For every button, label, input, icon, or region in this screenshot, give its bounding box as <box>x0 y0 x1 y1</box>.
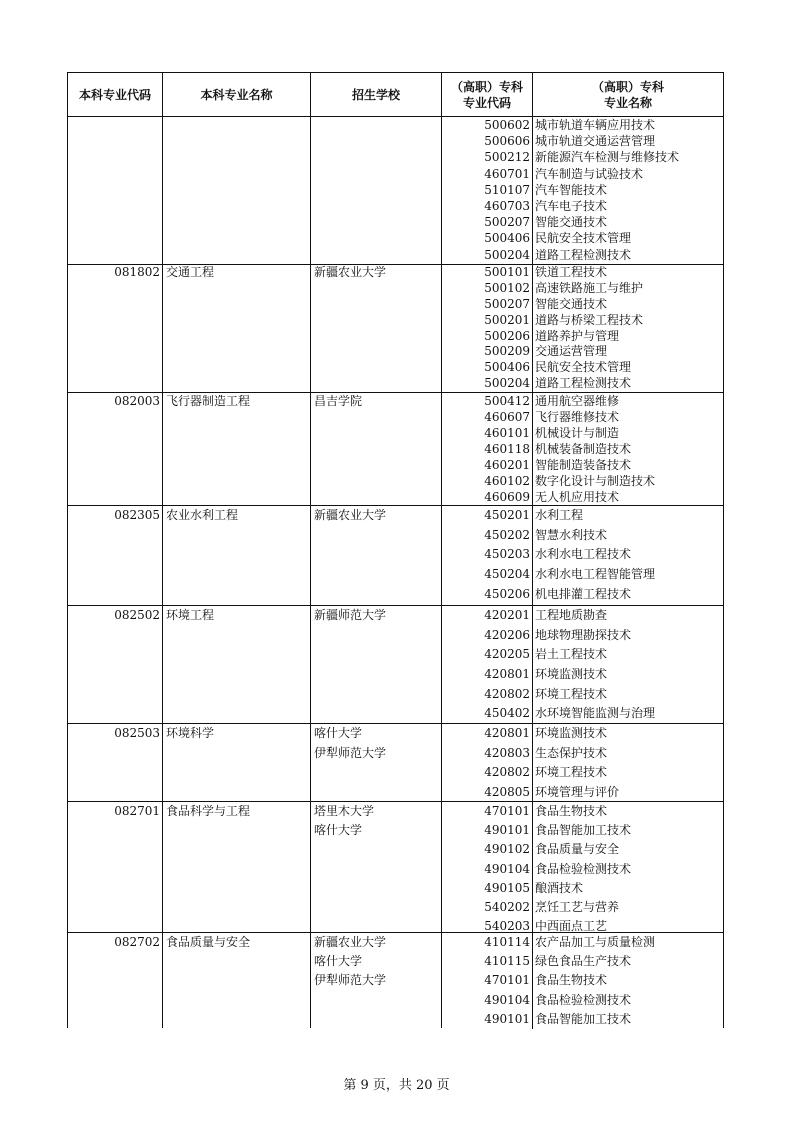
vocational-code: 450202 <box>442 526 533 546</box>
vocational-name: 食品质量与安全 <box>535 842 620 857</box>
vocational-name: 食品检验检测技术 <box>535 992 632 1007</box>
list-item <box>442 360 723 376</box>
school-name: 塔里木大学 <box>314 804 375 818</box>
vocational-code: 500204 <box>442 376 533 392</box>
vocational-code: 500602 <box>442 117 533 133</box>
vocational-name: 生态保护技术 <box>535 745 608 760</box>
table-row <box>67 606 724 724</box>
vocational-name: 汽车智能技术 <box>535 182 608 197</box>
vocational-code: 500212 <box>442 149 533 165</box>
vocational-name: 食品智能加工技术 <box>535 1011 632 1026</box>
list-item <box>442 685 723 705</box>
vocational-code: 510107 <box>442 182 533 198</box>
vocational-code: 490105 <box>442 879 533 898</box>
vocational-name: 道路工程检测技术 <box>535 376 632 391</box>
vocational-name: 工程地质勘查 <box>535 608 608 622</box>
table-row <box>67 117 724 265</box>
undergrad-name: 飞行器制造工程 <box>166 394 251 408</box>
vocational-code: 490102 <box>442 840 533 859</box>
vocational-code: 460701 <box>442 166 533 182</box>
header-vocational-name <box>533 73 723 116</box>
undergrad-code: 082003 <box>114 394 160 408</box>
vocational-code: 460118 <box>442 441 533 457</box>
undergrad-name-cell <box>163 117 311 264</box>
undergrad-name: 农业水利工程 <box>166 508 239 522</box>
undergrad-name-cell <box>163 606 311 723</box>
vocational-code: 450402 <box>442 704 533 724</box>
school-name: 伊犁师范大学 <box>314 973 387 988</box>
vocational-code: 420201 <box>442 606 533 626</box>
vocational-name: 智能交通技术 <box>535 296 608 311</box>
vocational-code: 490104 <box>442 991 533 1010</box>
header-vocational-code-line2: 专业代码 <box>462 95 511 110</box>
undergrad-code-cell <box>68 606 163 723</box>
vocational-code: 470101 <box>442 802 533 821</box>
list-item <box>442 840 723 859</box>
list-item <box>442 506 723 526</box>
vocational-list <box>442 724 723 801</box>
list-item <box>442 149 723 165</box>
undergrad-code-cell <box>68 393 163 505</box>
undergrad-name: 食品质量与安全 <box>166 935 251 949</box>
undergrad-name-cell <box>163 265 311 392</box>
school-cell <box>311 117 442 264</box>
undergrad-code: 082701 <box>114 804 160 818</box>
list-item <box>442 991 723 1010</box>
vocational-name: 水环境智能监测与治理 <box>535 706 656 721</box>
vocational-code: 450203 <box>442 545 533 565</box>
list-item <box>442 376 723 392</box>
list-item <box>442 117 723 133</box>
list-item <box>442 545 723 565</box>
undergrad-code: 082702 <box>114 935 160 949</box>
vocational-code: 490101 <box>442 1010 533 1029</box>
vocational-name: 智能交通技术 <box>535 215 608 230</box>
vocational-list <box>442 802 723 932</box>
header-undergrad-code: 本科专业代码 <box>68 73 163 116</box>
vocational-list <box>442 606 723 723</box>
undergrad-code-cell <box>68 802 163 932</box>
list-item <box>442 182 723 198</box>
school-cell <box>311 506 442 605</box>
list-item <box>442 879 723 898</box>
header-vocational-name-line2: 专业名称 <box>603 95 652 110</box>
undergrad-name-cell <box>163 393 311 505</box>
undergrad-name: 环境科学 <box>166 726 215 740</box>
vocational-code: 420801 <box>442 665 533 685</box>
vocational-code: 410114 <box>442 933 533 952</box>
vocational-name: 城市轨道车辆应用技术 <box>535 118 656 132</box>
vocational-code: 500209 <box>442 344 533 360</box>
vocational-code: 500206 <box>442 329 533 345</box>
vocational-code: 500606 <box>442 133 533 149</box>
list-item <box>442 281 723 297</box>
table-row <box>67 724 724 802</box>
vocational-name: 飞行器维修技术 <box>535 410 620 424</box>
vocational-name: 食品检验检测技术 <box>535 861 632 876</box>
undergrad-name-cell <box>163 506 311 605</box>
vocational-name: 民航安全技术管理 <box>535 360 632 375</box>
vocational-name: 道路与桥梁工程技术 <box>535 312 644 327</box>
table-row <box>67 933 724 1028</box>
vocational-name: 智慧水利技术 <box>535 527 608 542</box>
vocational-name: 机械设计与制造 <box>535 426 620 440</box>
page-footer: 第 9 页，共 20 页 <box>343 1078 450 1093</box>
undergrad-name-cell <box>163 933 311 1028</box>
vocational-list <box>442 393 723 505</box>
school-name: 喀什大学 <box>314 726 363 740</box>
undergrad-code-cell <box>68 117 163 264</box>
table-row <box>67 265 724 393</box>
vocational-code: 460201 <box>442 457 533 473</box>
list-item <box>442 898 723 917</box>
vocational-name: 无人机应用技术 <box>535 490 620 504</box>
vocational-code: 450206 <box>442 585 533 605</box>
list-item <box>442 425 723 441</box>
table-body <box>67 117 724 1028</box>
vocational-name: 食品生物技术 <box>535 804 608 818</box>
school-name: 新疆师范大学 <box>314 608 387 622</box>
list-item <box>442 329 723 345</box>
vocational-name: 烹饪工艺与营养 <box>535 899 620 914</box>
school-cell <box>311 724 442 801</box>
vocational-code: 500406 <box>442 360 533 376</box>
undergrad-code <box>68 117 160 133</box>
list-item <box>442 247 723 263</box>
list-item <box>442 457 723 473</box>
vocational-code: 540203 <box>442 917 533 936</box>
list-item <box>442 409 723 425</box>
list-item <box>442 344 723 360</box>
list-item <box>442 565 723 585</box>
undergrad-code-cell <box>68 265 163 392</box>
vocational-name: 道路工程检测技术 <box>535 247 632 262</box>
list-item <box>442 313 723 329</box>
vocational-name: 铁道工程技术 <box>535 265 608 279</box>
vocational-code: 460609 <box>442 489 533 505</box>
vocational-name: 水利水电工程智能管理 <box>535 567 656 582</box>
vocational-name: 智能制造装备技术 <box>535 458 632 472</box>
list-item <box>442 1010 723 1029</box>
list-item <box>442 198 723 214</box>
vocational-list <box>442 933 723 1028</box>
vocational-name: 酿酒技术 <box>535 880 584 895</box>
table-row <box>67 393 724 506</box>
school-cell <box>311 802 442 932</box>
vocational-name: 高速铁路施工与维护 <box>535 280 644 295</box>
undergrad-name: 交通工程 <box>166 265 215 279</box>
undergrad-code-cell <box>68 506 163 605</box>
vocational-code: 420802 <box>442 763 533 783</box>
school-cell <box>311 933 442 1028</box>
vocational-code: 420803 <box>442 744 533 764</box>
vocational-code: 460102 <box>442 473 533 489</box>
school-name: 喀什大学 <box>314 954 363 969</box>
list-item <box>442 802 723 821</box>
vocational-name: 绿色食品生产技术 <box>535 954 632 969</box>
vocational-list <box>442 265 723 392</box>
undergrad-name: 食品科学与工程 <box>166 804 251 818</box>
school-name: 新疆农业大学 <box>314 265 387 279</box>
undergrad-name-cell <box>163 724 311 801</box>
vocational-code: 500204 <box>442 247 533 263</box>
list-item <box>442 860 723 879</box>
list-item <box>442 166 723 182</box>
list-item <box>442 606 723 626</box>
school-name: 喀什大学 <box>314 823 363 838</box>
vocational-code: 500412 <box>442 393 533 409</box>
vocational-name: 数字化设计与制造技术 <box>535 474 656 488</box>
table-row <box>67 506 724 606</box>
vocational-code: 500207 <box>442 297 533 313</box>
undergrad-code-cell <box>68 724 163 801</box>
list-item <box>442 265 723 281</box>
undergrad-name <box>166 117 310 133</box>
vocational-name: 环境管理与评价 <box>535 784 620 799</box>
list-item <box>442 133 723 149</box>
vocational-name: 岩土工程技术 <box>535 647 608 662</box>
vocational-code: 500102 <box>442 281 533 297</box>
vocational-name: 水利工程 <box>535 508 584 522</box>
vocational-name: 汽车电子技术 <box>535 198 608 213</box>
list-item <box>442 704 723 724</box>
list-item <box>442 783 723 803</box>
vocational-code: 470101 <box>442 971 533 990</box>
undergrad-name: 环境工程 <box>166 608 215 622</box>
vocational-code: 420206 <box>442 626 533 646</box>
vocational-code: 500207 <box>442 214 533 230</box>
school-name: 伊犁师范大学 <box>314 745 387 760</box>
school-name: 新疆农业大学 <box>314 508 387 522</box>
vocational-name: 地球物理勘探技术 <box>535 627 632 642</box>
list-item <box>442 952 723 971</box>
list-item <box>442 744 723 764</box>
vocational-code: 420802 <box>442 685 533 705</box>
vocational-code: 490101 <box>442 821 533 840</box>
vocational-code: 500101 <box>442 265 533 281</box>
list-item <box>442 230 723 246</box>
vocational-list <box>442 117 723 264</box>
vocational-code: 460703 <box>442 198 533 214</box>
vocational-name: 机械装备制造技术 <box>535 442 632 456</box>
vocational-name: 环境工程技术 <box>535 686 608 701</box>
list-item <box>442 626 723 646</box>
undergrad-code: 082305 <box>114 508 160 522</box>
table-header <box>67 72 724 117</box>
list-item <box>442 393 723 409</box>
list-item <box>442 971 723 990</box>
undergrad-code: 081802 <box>114 265 160 279</box>
school-name: 新疆农业大学 <box>314 935 387 949</box>
vocational-code: 460101 <box>442 425 533 441</box>
list-item <box>442 585 723 605</box>
vocational-name: 食品智能加工技术 <box>535 823 632 838</box>
header-school: 招生学校 <box>311 73 442 116</box>
vocational-name: 水利水电工程技术 <box>535 547 632 562</box>
vocational-name: 中西面点工艺 <box>535 919 608 934</box>
vocational-name: 食品生物技术 <box>535 973 608 988</box>
vocational-name: 环境监测技术 <box>535 726 608 740</box>
header-undergrad-name: 本科专业名称 <box>163 73 311 116</box>
undergrad-code: 082503 <box>114 726 160 740</box>
undergrad-code: 082502 <box>114 608 160 622</box>
list-item <box>442 665 723 685</box>
admission-table <box>67 72 724 1028</box>
header-vocational-code-line1: （高职）专科 <box>450 79 523 94</box>
school-cell <box>311 393 442 505</box>
list-item <box>442 763 723 783</box>
vocational-code: 500406 <box>442 230 533 246</box>
vocational-name: 交通运营管理 <box>535 344 608 359</box>
vocational-name: 通用航空器维修 <box>535 394 620 408</box>
list-item <box>442 297 723 313</box>
list-item <box>442 645 723 665</box>
vocational-code: 540202 <box>442 898 533 917</box>
vocational-name: 道路养护与管理 <box>535 328 620 343</box>
vocational-name: 环境工程技术 <box>535 765 608 779</box>
vocational-name: 新能源汽车检测与维修技术 <box>535 150 680 165</box>
vocational-name: 汽车制造与试验技术 <box>535 166 644 181</box>
vocational-name: 机电排灌工程技术 <box>535 586 632 601</box>
vocational-name: 环境监测技术 <box>535 667 608 682</box>
list-item <box>442 821 723 840</box>
undergrad-code-cell <box>68 933 163 1028</box>
vocational-name: 城市轨道交通运营管理 <box>535 134 656 149</box>
vocational-code: 410115 <box>442 952 533 971</box>
vocational-code: 460607 <box>442 409 533 425</box>
list-item <box>442 724 723 744</box>
vocational-name: 民航安全技术管理 <box>535 231 632 246</box>
list-item <box>442 214 723 230</box>
table-row <box>67 802 724 933</box>
list-item <box>442 473 723 489</box>
school-cell <box>311 265 442 392</box>
header-vocational-name-line1: （高职）专科 <box>591 79 664 94</box>
vocational-list <box>442 506 723 605</box>
vocational-code: 450201 <box>442 506 533 526</box>
school-name: 昌吉学院 <box>314 394 363 408</box>
vocational-code: 450204 <box>442 565 533 585</box>
list-item <box>442 526 723 546</box>
vocational-code: 420805 <box>442 783 533 803</box>
header-vocational-code <box>442 73 533 116</box>
list-item <box>442 933 723 952</box>
vocational-code: 420205 <box>442 645 533 665</box>
vocational-code: 420801 <box>442 724 533 744</box>
undergrad-name-cell <box>163 802 311 932</box>
school-cell <box>311 606 442 723</box>
list-item <box>442 489 723 505</box>
vocational-code: 500201 <box>442 313 533 329</box>
vocational-name: 农产品加工与质量检测 <box>535 935 656 949</box>
list-item <box>442 441 723 457</box>
vocational-code: 490104 <box>442 860 533 879</box>
